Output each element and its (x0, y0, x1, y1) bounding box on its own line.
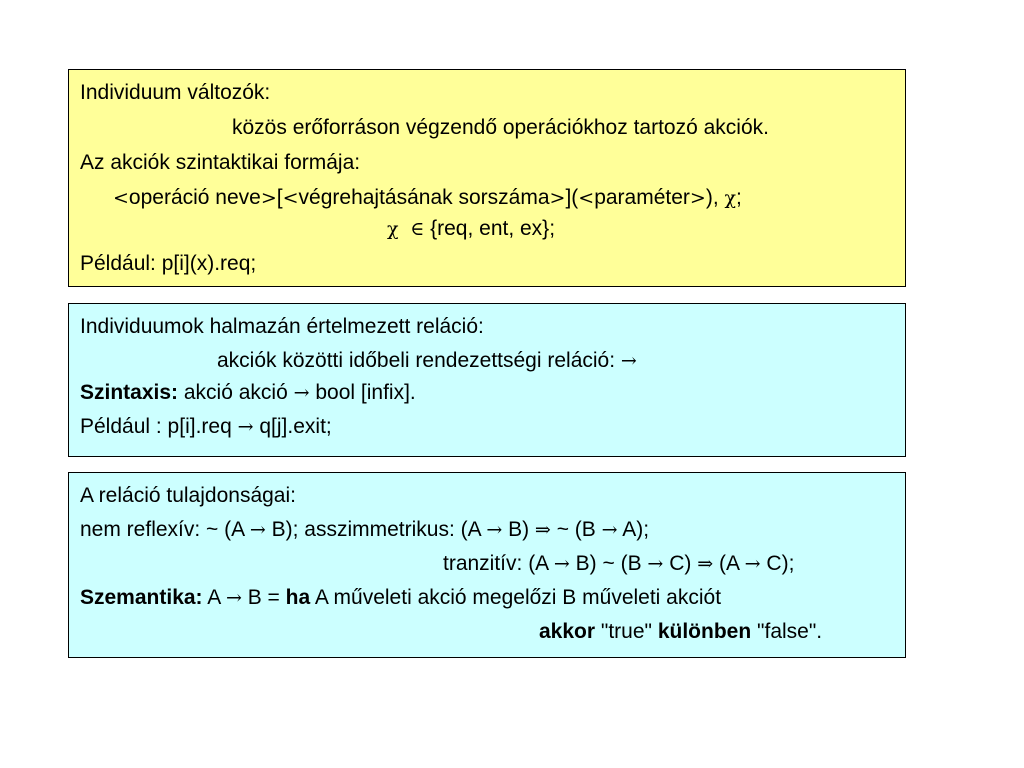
true-value: "true" (600, 620, 652, 643)
semicolon: ; (736, 186, 742, 209)
chi-domain (387, 217, 555, 241)
lt-symbol: < (578, 187, 595, 209)
bracket-open: [ (276, 186, 283, 209)
arrow-symbol: → (620, 350, 637, 372)
arrow-symbol: → (225, 587, 242, 609)
syntax-form-heading: Az akciók szintaktikai formája: (80, 151, 361, 174)
kulonben-keyword: különben (657, 620, 752, 643)
relation-description (217, 349, 637, 373)
text-part: C) (669, 552, 692, 575)
relation-example-left: Például : p[i].req (80, 415, 232, 438)
syntax-right: bool [infix]. (315, 381, 416, 404)
relation-example (80, 415, 332, 439)
text-part: (A (718, 552, 739, 575)
false-value: "false". (757, 620, 823, 643)
semantics-result-line (539, 620, 822, 644)
gt-symbol: > (689, 187, 706, 209)
variables-description: közös erőforráson végzendő operációkhoz tartozó akciók. (232, 116, 769, 139)
chi-symbol: χ (387, 218, 399, 240)
properties-box (68, 472, 906, 658)
arrow-symbol: → (647, 553, 664, 575)
arrow-symbol: → (553, 553, 570, 575)
arrow-symbol: → (237, 416, 254, 438)
operation-name: operáció neve (128, 186, 261, 209)
semantics-line (80, 586, 721, 610)
implies-symbol: ⇒ (697, 553, 714, 575)
arrow-symbol: → (744, 553, 761, 575)
paren-close: ), (705, 186, 719, 209)
ha-keyword: ha (285, 586, 311, 609)
gt-symbol: > (260, 187, 277, 209)
implies-symbol: ⇒ (534, 519, 551, 541)
lt-symbol: < (282, 187, 299, 209)
gt-symbol: > (549, 187, 566, 209)
variables-example: Például: p[i](x).req; (80, 252, 257, 275)
text-part: A műveleti akció megelőzi B műveleti akciót (314, 586, 722, 609)
text-part: C); (766, 552, 795, 575)
variables-heading: Individuum változók: (80, 81, 271, 104)
syntax-line (80, 381, 416, 405)
akkor-keyword: akkor (539, 620, 596, 643)
syntax-label: Szintaxis: (80, 381, 179, 404)
text-part: B) (508, 518, 530, 541)
text-part: B) ~ (B (575, 552, 642, 575)
relation-heading: Individuumok halmazán értelmezett reláció: (80, 315, 484, 338)
semantics-label: Szemantika: (80, 586, 203, 609)
variables-box (68, 69, 906, 287)
relation-description-text: akciók közötti időbeli rendezettségi reláció: (217, 349, 616, 372)
text-part: tranzitív: (A (443, 552, 549, 575)
reflexive-asymmetric-line (80, 518, 649, 542)
text-part: ~ (B (556, 518, 596, 541)
parameter: paraméter (594, 186, 690, 209)
element-of-symbol: ∈ (410, 218, 425, 240)
lt-symbol: < (113, 187, 129, 209)
properties-heading: A reláció tulajdonságai: (80, 484, 296, 507)
syntax-left: akció akció (183, 381, 288, 404)
chi-symbol: χ (724, 187, 737, 209)
text-part: A (207, 586, 221, 609)
arrow-symbol: → (249, 519, 266, 541)
text-part: B = (247, 586, 280, 609)
relation-box (68, 303, 906, 457)
bracket-close-paren-open: ]( (565, 186, 579, 209)
text-part: A); (622, 518, 650, 541)
text-part: B); asszimmetrikus: (A (271, 518, 481, 541)
transitive-line (443, 552, 794, 576)
arrow-symbol: → (486, 519, 503, 541)
sequence-number: végrehajtásának sorszáma (298, 186, 550, 209)
syntax-form-expression (113, 186, 742, 210)
arrow-symbol: → (293, 382, 310, 404)
arrow-symbol: → (601, 519, 618, 541)
relation-example-right: q[j].exit; (259, 415, 332, 438)
text-part: nem reflexív: ~ (A (80, 518, 244, 541)
chi-set: {req, ent, ex}; (430, 217, 556, 240)
